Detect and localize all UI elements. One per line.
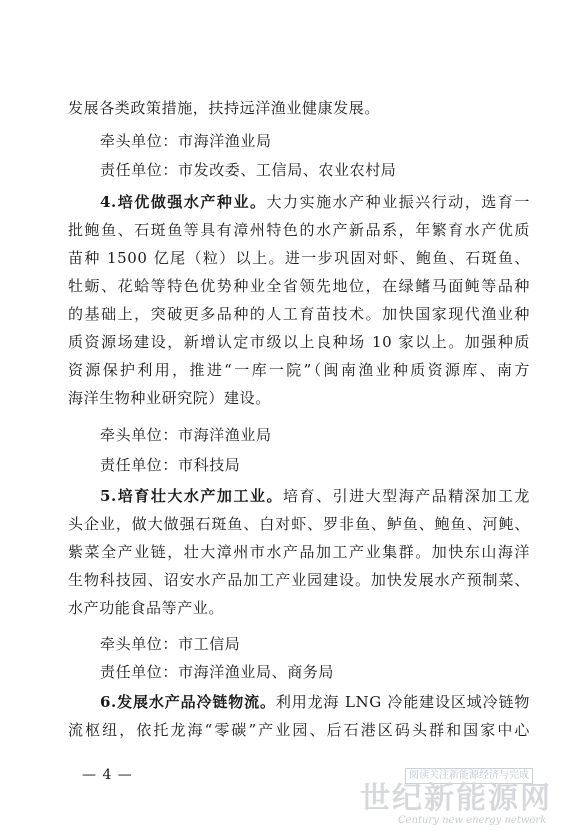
section-heading-line: 5.培育壮大水产加工业。培育、引进大型海产品精深加工龙 bbox=[100, 487, 530, 505]
paragraph-line: 生物科技园、诏安水产品加工产业园建设。加快发展水产预制菜、 bbox=[68, 571, 530, 589]
watermark-english: Century new energy network bbox=[398, 815, 547, 826]
paragraph-line: 批鲍鱼、石斑鱼等具有漳州特色的水产新品系，年繁育水产优质 bbox=[68, 221, 530, 239]
watermark-caption: 阅读关注新能源经济与完成 bbox=[405, 768, 533, 784]
paragraph-line: 海洋生物种业研究院）建设。 bbox=[68, 389, 271, 407]
section-heading: 4.培优做强水产种业。 bbox=[100, 193, 267, 211]
paragraph-line: 苗种 1500 亿尾（粒）以上。进一步巩固对虾、鲍鱼、石斑鱼、 bbox=[68, 249, 530, 267]
paragraph-line: 发展各类政策措施，扶持远洋渔业健康发展。 bbox=[68, 99, 381, 117]
lead-unit-line: 牵头单位：市海洋渔业局 bbox=[100, 426, 272, 444]
lead-unit-line: 牵头单位：市工信局 bbox=[100, 635, 241, 653]
paragraph-line: 紫菜全产业链，壮大漳州市水产品加工产业集群。加快东山海洋 bbox=[68, 543, 530, 561]
paragraph-line: 资源保护利用，推进“一库一院”（闽南渔业种质资源库、南方 bbox=[68, 361, 530, 379]
paragraph-line: 头企业，做大做强石斑鱼、白对虾、罗非鱼、鲈鱼、鲍鱼、河鲀、 bbox=[68, 515, 530, 533]
responsible-unit-line: 责任单位：市海洋渔业局、商务局 bbox=[100, 663, 335, 681]
watermark-logo-text: 世纪新能源网 bbox=[360, 781, 552, 816]
section-heading-line: 4.培优做强水产种业。大力实施水产种业振兴行动，选育一 bbox=[100, 193, 530, 211]
paragraph-line: 流枢纽，依托龙海“零碳”产业园、后石港区码头群和国家中心 bbox=[68, 721, 530, 739]
page-number: — 4 — bbox=[82, 767, 133, 783]
section-heading: 6.发展水产品冷链物流。 bbox=[100, 693, 276, 711]
paragraph-line: 牡蛎、花蛤等特色优势种业全省领先地位，在绿鳍马面鲀等品种 bbox=[68, 277, 530, 295]
paragraph-line: 水产功能食品等产业。 bbox=[68, 599, 225, 617]
paragraph-line: 的基础上，突破更多品种的人工育苗技术。加快国家现代渔业种 bbox=[68, 305, 530, 323]
paragraph-line: 质资源场建设，新增认定市级以上良种场 10 家以上。加强种质 bbox=[68, 333, 530, 351]
lead-unit-line: 牵头单位：市海洋渔业局 bbox=[100, 132, 272, 150]
responsible-unit-line: 责任单位：市发改委、工信局、农业农村局 bbox=[100, 161, 397, 179]
responsible-unit-line: 责任单位：市科技局 bbox=[100, 456, 241, 474]
section-heading: 5.培育壮大水产加工业。 bbox=[100, 487, 284, 505]
section-heading-line: 6.发展水产品冷链物流。利用龙海 LNG 冷能建设区域冷链物 bbox=[100, 693, 530, 711]
